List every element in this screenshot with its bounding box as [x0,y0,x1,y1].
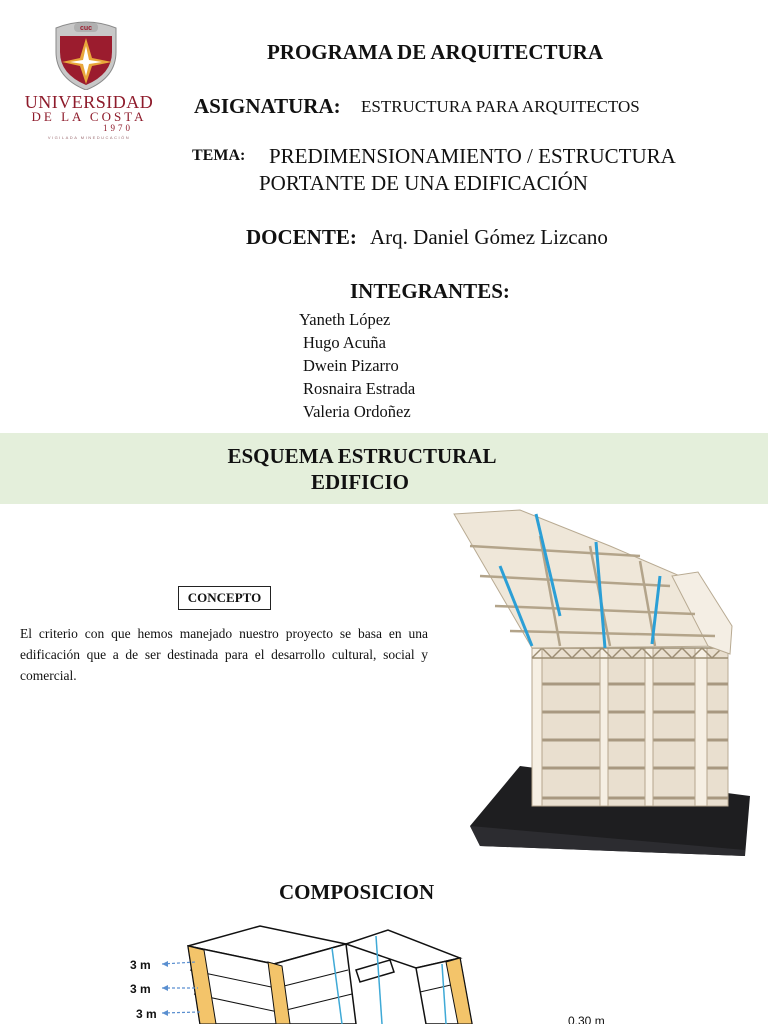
section-title-line1: ESQUEMA ESTRUCTURAL [227,444,497,468]
dimension-label: 3 m [136,1007,157,1021]
subject-label: ASIGNATURA: [194,94,341,118]
dimension-label: 3 m [130,982,151,996]
dimension-label: 3 m [130,958,151,972]
member-name: Yaneth López [299,310,391,329]
concept-text: El criterio con que hemos manejado nuestro proyecto se basa en una edificación que a de ser destinada para el desarrollo cultural, social y comercial. [20,626,428,683]
members-list [299,308,415,423]
member-name: Dwein Pizarro [303,356,399,375]
logo-name: UNIVERSIDAD [24,92,154,112]
composition-title: COMPOSICION [279,880,435,904]
section-title-line2: EDIFICIO [310,470,410,494]
program-title: PROGRAMA DE ARQUITECTURA [266,40,604,64]
member-name: Rosnaira Estrada [303,379,416,398]
member-name: Valeria Ordoñez [303,402,411,421]
concept-label: CONCEPTO [178,586,271,610]
members-label: INTEGRANTES: [350,279,510,303]
thickness-label: 0.30 m [568,1014,605,1024]
member-name: Hugo Acuña [303,333,386,352]
university-logo [18,18,158,143]
teacher-label: DOCENTE: [246,225,357,249]
teacher-value: Arq. Daniel Gómez Lizcano [370,225,608,249]
logo-badge-text: cuc [79,25,93,32]
logo-tagline: VIGILADA MINEDUCACIÓN [47,135,131,140]
logo-year: 1970 [103,123,133,133]
composition-diagram [120,918,768,1024]
subject-value: ESTRUCTURA PARA ARQUITECTOS [361,97,640,116]
logo-subname: DE LA COSTA [31,109,147,124]
shield-emblem-icon [52,18,120,90]
topic-value-line1: PREDIMENSIONAMIENTO / ESTRUCTURA [269,144,676,168]
topic-label: TEMA: [192,147,246,164]
architectural-model-image [440,506,760,858]
topic-value-line2: PORTANTE DE UNA EDIFICACIÓN [259,171,588,195]
